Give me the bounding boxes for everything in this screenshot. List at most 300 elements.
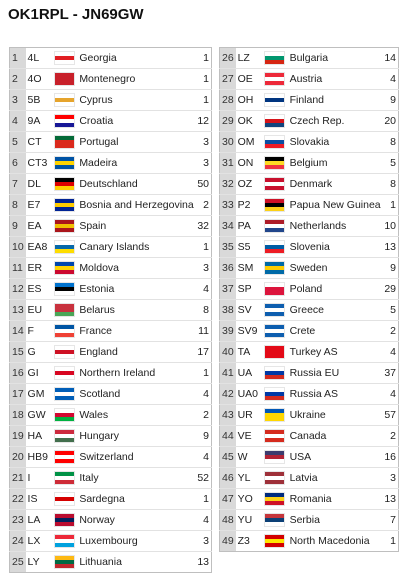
canary-islands-flag-icon xyxy=(54,240,75,254)
table-row xyxy=(10,489,212,510)
flag-cell xyxy=(264,384,288,405)
flag-cell xyxy=(54,342,78,363)
table-row xyxy=(10,300,212,321)
table-row xyxy=(220,237,399,258)
flag-cell xyxy=(264,342,288,363)
flag-cell xyxy=(264,447,288,468)
country-name: Belarus xyxy=(78,300,193,321)
slovenia-flag-icon xyxy=(264,240,285,254)
flag-cell xyxy=(264,489,288,510)
row-number: 25 xyxy=(10,552,26,573)
prefix-cell: 5B xyxy=(26,90,54,111)
prefix-cell: EU xyxy=(26,300,54,321)
denmark-flag-icon xyxy=(264,177,285,191)
qso-count: 20 xyxy=(381,111,399,132)
table-row xyxy=(10,195,212,216)
table-row xyxy=(220,468,399,489)
portugal-flag-icon xyxy=(54,135,75,149)
canada-flag-icon xyxy=(264,429,285,443)
country-name: Northern Ireland xyxy=(78,363,193,384)
qso-count: 4 xyxy=(194,279,212,300)
row-number: 35 xyxy=(220,237,236,258)
montenegro-flag-icon xyxy=(54,72,75,86)
table-row xyxy=(10,279,212,300)
netherlands-flag-icon xyxy=(264,219,285,233)
qso-count: 12 xyxy=(194,111,212,132)
table-row xyxy=(10,153,212,174)
prefix-cell: GI xyxy=(26,363,54,384)
sweden-flag-icon xyxy=(264,261,285,275)
country-name: Wales xyxy=(78,405,193,426)
country-table-right xyxy=(219,47,399,552)
qso-count: 13 xyxy=(194,552,212,573)
qso-count: 17 xyxy=(194,342,212,363)
country-name: Greece xyxy=(289,300,381,321)
qso-count: 2 xyxy=(381,426,399,447)
row-number: 8 xyxy=(10,195,26,216)
prefix-cell: 9A xyxy=(26,111,54,132)
flag-cell xyxy=(54,258,78,279)
table-row xyxy=(10,48,212,69)
flag-cell xyxy=(54,174,78,195)
qso-count: 57 xyxy=(381,405,399,426)
country-name: Romania xyxy=(289,489,381,510)
prefix-cell: GW xyxy=(26,405,54,426)
table-row xyxy=(10,426,212,447)
table-row xyxy=(220,111,399,132)
qso-count: 8 xyxy=(381,174,399,195)
prefix-cell: LY xyxy=(26,552,54,573)
country-name: Bosnia and Herzegovina xyxy=(78,195,193,216)
germany-flag-icon xyxy=(54,177,75,191)
qso-count: 1 xyxy=(194,69,212,90)
turkey-flag-icon xyxy=(264,345,285,359)
flag-cell xyxy=(54,468,78,489)
table-row xyxy=(220,279,399,300)
prefix-cell: F xyxy=(26,321,54,342)
table-row xyxy=(220,69,399,90)
prefix-cell: OM xyxy=(236,132,265,153)
table-row xyxy=(220,447,399,468)
prefix-cell: SV9 xyxy=(236,321,265,342)
table-row xyxy=(10,342,212,363)
flag-cell xyxy=(264,426,288,447)
qso-count: 3 xyxy=(194,258,212,279)
qso-count: 2 xyxy=(194,195,212,216)
row-number: 45 xyxy=(220,447,236,468)
qso-count: 7 xyxy=(381,510,399,531)
qso-count: 3 xyxy=(194,531,212,552)
latvia-flag-icon xyxy=(264,471,285,485)
table-row xyxy=(220,426,399,447)
qso-count: 8 xyxy=(381,132,399,153)
row-number: 15 xyxy=(10,342,26,363)
row-number: 47 xyxy=(220,489,236,510)
qso-count: 29 xyxy=(381,279,399,300)
flag-cell xyxy=(264,258,288,279)
flag-cell xyxy=(54,279,78,300)
prefix-cell: LZ xyxy=(237,52,250,64)
qso-count: 37 xyxy=(381,363,399,384)
table-row xyxy=(220,90,399,111)
qso-count: 3 xyxy=(381,468,399,489)
finland-flag-icon xyxy=(264,93,285,107)
row-number: 5 xyxy=(10,132,26,153)
qso-count: 4 xyxy=(381,69,399,90)
prefix-cell: YU xyxy=(236,510,265,531)
qso-count: 13 xyxy=(381,489,399,510)
row-number: 34 xyxy=(220,216,236,237)
flag-cell xyxy=(54,510,78,531)
table-row xyxy=(220,195,399,216)
prefix-cell: DL xyxy=(26,174,54,195)
table-row xyxy=(10,384,212,405)
country-name: Denmark xyxy=(289,174,381,195)
row-number: 36 xyxy=(220,258,236,279)
row-number: 11 xyxy=(10,258,26,279)
row-number: 3 xyxy=(10,90,26,111)
table-row xyxy=(220,510,399,531)
greece-flag-icon xyxy=(264,303,285,317)
prefix-cell: ON xyxy=(236,153,265,174)
table-row xyxy=(10,531,212,552)
country-name: Spain xyxy=(78,216,193,237)
table-row xyxy=(10,174,212,195)
belgium-flag-icon xyxy=(264,156,285,170)
country-name: Croatia xyxy=(78,111,193,132)
table-row xyxy=(10,258,212,279)
qso-count: 4 xyxy=(194,447,212,468)
country-name: Georgia xyxy=(79,52,117,64)
country-name: Bulgaria xyxy=(289,52,329,64)
country-name: Norway xyxy=(78,510,193,531)
qso-count: 2 xyxy=(194,405,212,426)
qso-count: 2 xyxy=(381,321,399,342)
qso-count: 9 xyxy=(194,426,212,447)
switzerland-flag-icon xyxy=(54,450,75,464)
flag-cell xyxy=(264,174,288,195)
prefix-cell: I xyxy=(26,468,54,489)
prefix-cell: HB9 xyxy=(26,447,54,468)
table-row xyxy=(10,552,212,573)
norway-flag-icon xyxy=(54,513,75,527)
flag-cell xyxy=(54,237,78,258)
france-flag-icon xyxy=(54,324,75,338)
scotland-flag-icon xyxy=(54,387,75,401)
table-row xyxy=(10,90,212,111)
country-name: Russia AS xyxy=(289,384,381,405)
row-number: 48 xyxy=(220,510,236,531)
table-row xyxy=(10,468,212,489)
country-name: Canada xyxy=(289,426,381,447)
table-row xyxy=(220,153,399,174)
qso-count: 9 xyxy=(381,258,399,279)
table-row xyxy=(220,384,399,405)
moldova-flag-icon xyxy=(54,261,75,275)
row-number: 41 xyxy=(220,363,236,384)
estonia-flag-icon xyxy=(54,282,75,296)
flag-cell xyxy=(264,300,288,321)
flag-cell xyxy=(54,216,78,237)
poland-flag-icon xyxy=(264,282,285,296)
russia-eu-flag-icon xyxy=(264,366,285,380)
prefix-cell: VE xyxy=(236,426,265,447)
row-number: 6 xyxy=(10,153,26,174)
prefix-cell: OK xyxy=(236,111,265,132)
flag-cell xyxy=(264,195,288,216)
country-name: Madeira xyxy=(78,153,193,174)
country-name: Czech Rep. xyxy=(289,111,381,132)
row-number: 39 xyxy=(220,321,236,342)
prefix-cell: OH xyxy=(236,90,265,111)
flag-cell xyxy=(54,363,78,384)
bulgaria-flag-icon xyxy=(264,51,285,65)
qso-count: 52 xyxy=(194,468,212,489)
prefix-cell: IS xyxy=(26,489,54,510)
country-name: Austria xyxy=(289,69,381,90)
row-number: 46 xyxy=(220,468,236,489)
qso-count: 11 xyxy=(194,321,212,342)
country-name: Switzerland xyxy=(78,447,193,468)
row-number: 49 xyxy=(220,531,236,552)
prefix-cell: CT3 xyxy=(26,153,54,174)
row-number: 21 xyxy=(10,468,26,489)
country-name: Scotland xyxy=(78,384,193,405)
croatia-flag-icon xyxy=(54,114,75,128)
row-number: 4 xyxy=(10,111,26,132)
country-name: Italy xyxy=(78,468,193,489)
flag-cell xyxy=(54,153,78,174)
prefix-cell: P2 xyxy=(236,195,265,216)
qso-count: 1 xyxy=(194,489,212,510)
table-row xyxy=(220,531,399,552)
prefix-cell: OE xyxy=(236,69,265,90)
prefix-cell: Z3 xyxy=(236,531,265,552)
flag-cell xyxy=(54,531,78,552)
qso-count: 5 xyxy=(381,300,399,321)
flag-cell xyxy=(54,69,78,90)
row-number: 33 xyxy=(220,195,236,216)
row-number: 38 xyxy=(220,300,236,321)
prefix-cell: SP xyxy=(236,279,265,300)
georgia-flag-icon xyxy=(54,51,75,65)
country-name: Sardegna xyxy=(78,489,193,510)
table-row xyxy=(10,132,212,153)
prefix-cell: YL xyxy=(236,468,265,489)
qso-count: 4 xyxy=(194,510,212,531)
prefix-cell: EA xyxy=(26,216,54,237)
flag-cell xyxy=(264,111,288,132)
flag-cell xyxy=(264,237,288,258)
prefix-cell: 4L xyxy=(27,52,40,64)
table-row xyxy=(10,237,212,258)
country-name: Deutschland xyxy=(78,174,193,195)
wales-flag-icon xyxy=(54,408,75,422)
country-table-left xyxy=(9,47,212,573)
usa-flag-icon xyxy=(264,450,285,464)
northern-ireland-flag-icon xyxy=(54,366,75,380)
flag-cell xyxy=(264,153,288,174)
madeira-flag-icon xyxy=(54,156,75,170)
russia-as-flag-icon xyxy=(264,387,285,401)
table-row xyxy=(10,405,212,426)
row-number: 9 xyxy=(10,216,26,237)
table-row xyxy=(220,342,399,363)
prefix-cell: SV xyxy=(236,300,265,321)
country-name: Moldova xyxy=(78,258,193,279)
country-name: Finland xyxy=(289,90,381,111)
row-number: 16 xyxy=(10,363,26,384)
prefix-cell: S5 xyxy=(236,237,265,258)
italy-flag-icon xyxy=(54,471,75,485)
prefix-cell: LX xyxy=(26,531,54,552)
row-number: 1 xyxy=(10,48,26,69)
flag-cell xyxy=(264,48,288,69)
qso-count: 1 xyxy=(203,52,209,64)
row-number: 20 xyxy=(10,447,26,468)
country-name: Portugal xyxy=(78,132,193,153)
slovakia-flag-icon xyxy=(264,135,285,149)
qso-count: 1 xyxy=(381,195,399,216)
row-number: 7 xyxy=(10,174,26,195)
qso-count: 50 xyxy=(194,174,212,195)
country-name: Ukraine xyxy=(289,405,381,426)
prefix-cell: ER xyxy=(26,258,54,279)
table-row xyxy=(220,132,399,153)
flag-cell xyxy=(54,447,78,468)
country-name: Luxembourg xyxy=(78,531,193,552)
prefix-cell: W xyxy=(236,447,265,468)
flag-cell xyxy=(264,510,288,531)
bosnia-flag-icon xyxy=(54,198,75,212)
row-number: 40 xyxy=(220,342,236,363)
page-title: OK1RPL - JN69GW xyxy=(8,6,144,23)
country-name: Poland xyxy=(289,279,381,300)
qso-count: 32 xyxy=(194,216,212,237)
flag-cell xyxy=(264,216,288,237)
qso-count: 4 xyxy=(194,384,212,405)
qso-count: 4 xyxy=(381,342,399,363)
country-name: Canary Islands xyxy=(78,237,193,258)
prefix-cell: UA xyxy=(236,363,265,384)
serbia-flag-icon xyxy=(264,513,285,527)
ukraine-flag-icon xyxy=(264,408,285,422)
table-row xyxy=(10,69,212,90)
qso-count: 1 xyxy=(194,237,212,258)
prefix-cell: UR xyxy=(236,405,265,426)
table-row xyxy=(220,258,399,279)
romania-flag-icon xyxy=(264,492,285,506)
qso-count: 5 xyxy=(381,153,399,174)
table-row xyxy=(10,111,212,132)
flag-cell xyxy=(54,195,78,216)
table-row xyxy=(220,300,399,321)
table-row xyxy=(10,510,212,531)
row-number: 19 xyxy=(10,426,26,447)
row-number: 43 xyxy=(220,405,236,426)
country-name: Slovenia xyxy=(289,237,381,258)
country-name: England xyxy=(78,342,193,363)
prefix-cell: PA xyxy=(236,216,265,237)
qso-count: 16 xyxy=(381,447,399,468)
england-flag-icon xyxy=(54,345,75,359)
country-name: Lithuania xyxy=(78,552,193,573)
flag-cell xyxy=(264,363,288,384)
qso-count: 1 xyxy=(194,90,212,111)
row-number: 42 xyxy=(220,384,236,405)
qso-count: 9 xyxy=(381,90,399,111)
country-name: Crete xyxy=(289,321,381,342)
flag-cell xyxy=(54,405,78,426)
row-number: 29 xyxy=(220,111,236,132)
belarus-flag-icon xyxy=(54,303,75,317)
prefix-cell: UA0 xyxy=(236,384,265,405)
prefix-cell: LA xyxy=(26,510,54,531)
flag-cell xyxy=(264,132,288,153)
prefix-cell: 4O xyxy=(26,69,54,90)
north-macedonia-flag-icon xyxy=(264,534,285,548)
cyprus-flag-icon xyxy=(54,93,75,107)
country-name: Netherlands xyxy=(289,216,381,237)
row-number: 22 xyxy=(10,489,26,510)
flag-cell xyxy=(264,279,288,300)
country-name: Slovakia xyxy=(289,132,381,153)
row-number: 17 xyxy=(10,384,26,405)
row-number: 32 xyxy=(220,174,236,195)
qso-count: 1 xyxy=(381,531,399,552)
austria-flag-icon xyxy=(264,72,285,86)
flag-cell xyxy=(264,90,288,111)
prefix-cell: HA xyxy=(26,426,54,447)
qso-count: 14 xyxy=(384,52,396,64)
table-row xyxy=(220,321,399,342)
country-name: Russia EU xyxy=(289,363,381,384)
row-number: 27 xyxy=(220,69,236,90)
flag-cell xyxy=(54,384,78,405)
table-row xyxy=(220,363,399,384)
country-name: North Macedonia xyxy=(289,531,381,552)
luxembourg-flag-icon xyxy=(54,534,75,548)
flag-cell xyxy=(54,111,78,132)
row-number: 18 xyxy=(10,405,26,426)
prefix-cell: G xyxy=(26,342,54,363)
qso-count: 1 xyxy=(194,363,212,384)
row-number: 37 xyxy=(220,279,236,300)
qso-count: 4 xyxy=(381,384,399,405)
country-name: France xyxy=(78,321,193,342)
hungary-flag-icon xyxy=(54,429,75,443)
table-row xyxy=(220,174,399,195)
country-name: Belgium xyxy=(289,153,381,174)
qso-count: 13 xyxy=(381,237,399,258)
flag-cell xyxy=(54,321,78,342)
row-number: 12 xyxy=(10,279,26,300)
country-name: Papua New Guinea xyxy=(289,195,381,216)
row-number: 44 xyxy=(220,426,236,447)
flag-cell xyxy=(54,48,78,69)
prefix-cell: ES xyxy=(26,279,54,300)
row-number: 10 xyxy=(10,237,26,258)
country-name: Montenegro xyxy=(78,69,193,90)
prefix-cell: GM xyxy=(26,384,54,405)
lithuania-flag-icon xyxy=(54,555,75,569)
png-flag-icon xyxy=(264,198,285,212)
country-name: Serbia xyxy=(289,510,381,531)
table-row xyxy=(220,405,399,426)
row-number: 13 xyxy=(10,300,26,321)
country-name: Latvia xyxy=(289,468,381,489)
flag-cell xyxy=(264,69,288,90)
